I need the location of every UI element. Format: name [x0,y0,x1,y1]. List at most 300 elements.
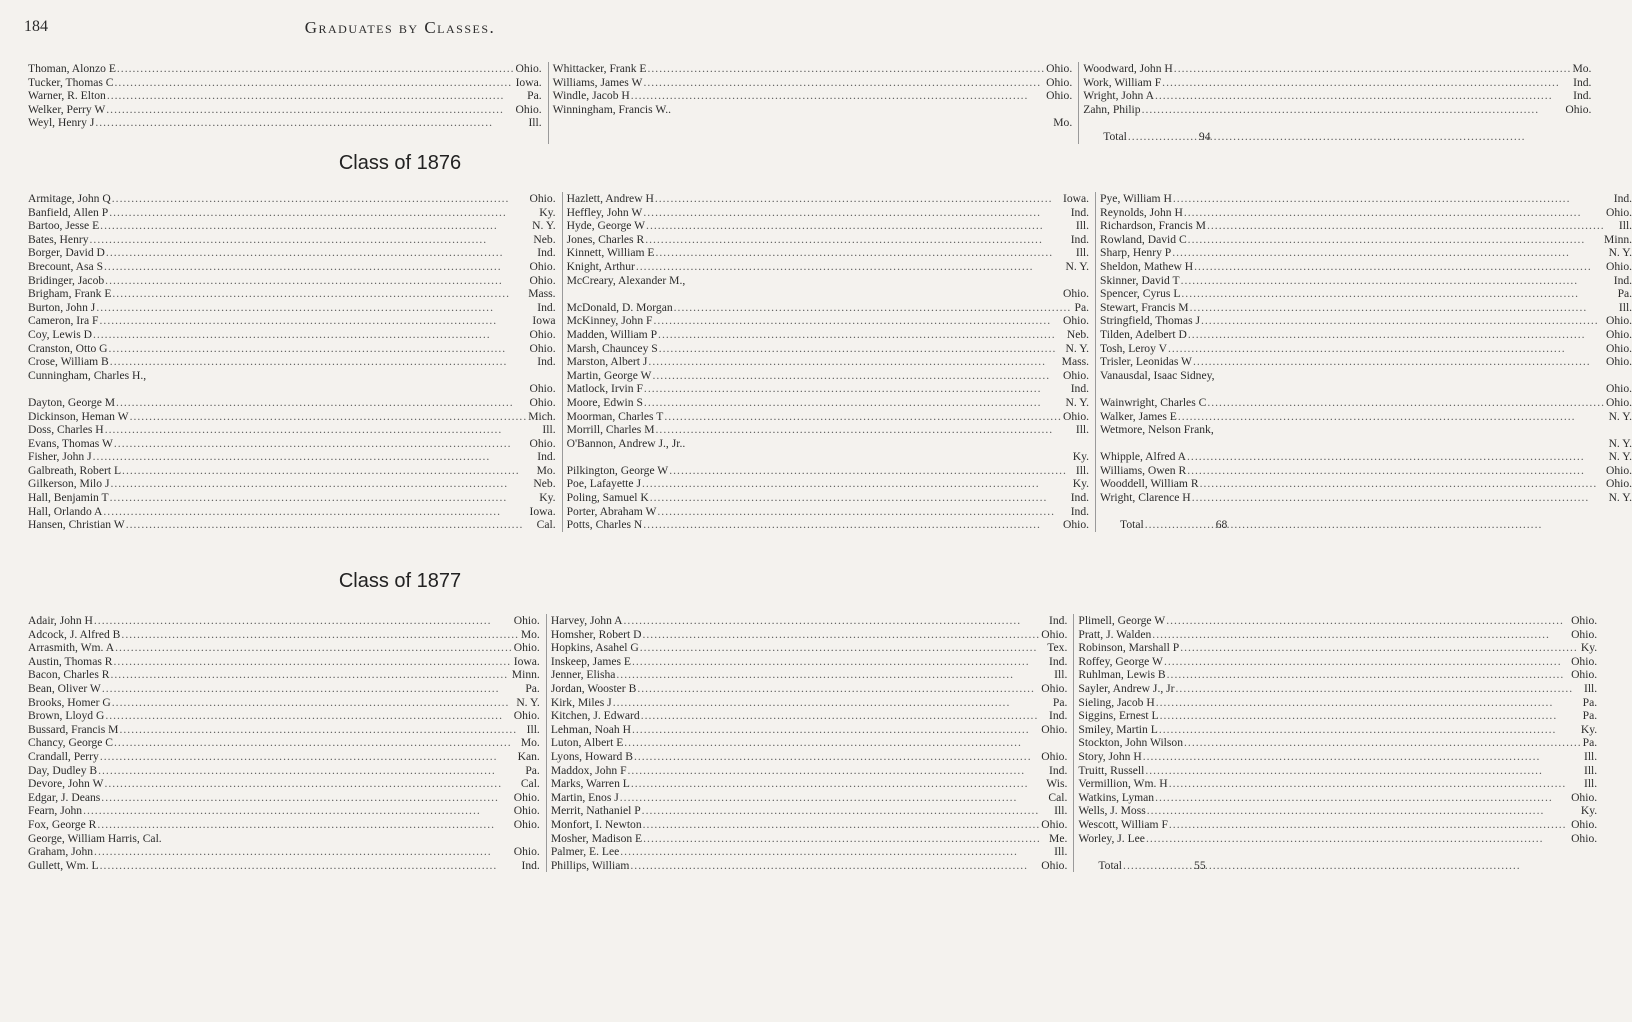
graduate-entry [1078,614,1597,628]
graduate-name: Arrasmith, Wm. A [28,641,115,655]
graduate-entry [551,818,1068,832]
dot-leader [1180,641,1580,655]
state: N. Y. [1608,436,1632,450]
dot-leader [112,192,529,206]
state: Mo. [1053,116,1073,130]
state: Cal. [1048,790,1068,804]
graduate-entry [28,791,540,805]
graduate-entry [1078,641,1597,655]
graduate-name: Walker, James E [1100,409,1177,423]
dot-leader [641,709,1048,723]
graduate-entry [28,518,556,532]
dot-leader [1164,655,1570,669]
dot-leader [100,219,531,233]
state: N. Y. [1065,259,1090,273]
state: Ill. [1583,763,1598,777]
state: Ky. [1072,450,1090,464]
graduate-name: Doss, Charles H [28,423,104,437]
graduate-name: Hall, Benjamin T [28,491,109,505]
graduate-name: Harvey, John A [550,614,623,627]
graduate-name: McDonald, D. Morgan [566,300,673,314]
graduate-entry [1078,723,1597,737]
graduate-entry [1100,206,1632,220]
dot-leader [1166,614,1570,628]
graduate-name: Stringfield, Thomas J [1100,314,1200,328]
state: Mich. [528,409,556,423]
dot-leader [110,355,536,369]
graduate-name: Wainwright, Charles C [1100,395,1207,409]
state: Mo. [1572,62,1592,75]
dot-leader [636,260,1065,274]
graduate-entry [1100,260,1632,274]
dot-leader [101,791,512,805]
dot-leader [112,287,527,301]
graduate-name: Moore, Edwin S [566,395,643,409]
graduate-name: Palmer, E. Lee [550,845,620,859]
state: Ind. [537,246,556,260]
graduate-entry [567,396,1089,410]
graduate-entry [1078,736,1597,750]
section-title-1877: Class of 1877 [338,570,462,592]
dot-leader [1173,192,1613,206]
total-label: Total [1120,518,1144,532]
graduate-entry [551,777,1068,791]
dot-leader [104,777,519,791]
state: Ill. [526,722,540,736]
graduate-entry [1100,491,1632,505]
graduate-entry [1078,764,1597,778]
dot-leader [632,655,1048,669]
state: Ohio. [1571,790,1598,804]
graduate-entry [1078,709,1597,723]
graduate-name: Williams, James W [552,75,643,89]
graduate-entry [1078,655,1597,669]
state: Iowa. [515,75,542,89]
name-column [548,62,1073,144]
graduate-entry [567,206,1089,220]
graduate-entry [28,355,556,369]
dot-leader [117,62,515,76]
graduate-name: Bartoo, Jesse E [28,219,100,233]
dot-leader [1184,206,1605,220]
graduate-name: Bussard, Francis M [28,722,119,736]
dot-leader [105,709,512,723]
state: Iowa. [513,654,540,668]
graduate-entry [1100,369,1632,383]
graduate-name: Porter, Abraham W [566,504,657,518]
dot-leader [624,736,1066,750]
dot-leader [646,219,1075,233]
state: Minn. [1604,232,1632,246]
state: Mo. [520,736,540,750]
dot-leader [1145,518,1215,532]
dot-leader [620,791,1048,805]
graduate-name: Gullett, Wm. L [28,858,99,872]
graduate-name: Inskeep, James E [550,654,631,668]
name-column [546,614,1068,872]
graduate-name: Adair, John H [28,614,93,627]
state: Ill. [1054,845,1068,859]
graduate-entry [28,89,542,103]
graduate-name: Spencer, Cyrus L [1100,287,1181,301]
graduate-entry [551,791,1068,805]
graduate-entry [567,410,1089,424]
state: Ky. [1580,641,1598,655]
dot-leader [114,437,529,451]
dot-leader [106,103,514,117]
graduate-name: Adcock, J. Alfred B [28,627,121,641]
graduate-entry [28,709,540,723]
section-title-1876: Class of 1876 [338,152,462,174]
dot-leader [1188,233,1603,247]
graduate-name: Bates, Henry [28,232,89,246]
dot-leader [1123,859,1193,873]
graduate-name: Wescott, William F [1078,817,1168,831]
state: Ohio. [513,790,540,804]
graduate-entry [28,641,540,655]
state: Ohio. [1062,314,1090,328]
graduate-entry [28,764,540,778]
dot-leader [1176,682,1583,696]
graduate-name: Robinson, Marshall P [1078,641,1180,655]
dot-leader [659,342,1065,356]
dot-leader [1174,62,1572,76]
graduate-entry [567,477,1089,491]
graduate-name: Martin, Enos J [550,790,619,804]
graduate-entry [553,89,1073,103]
dot-leader [1200,477,1605,491]
graduate-entry [567,382,1089,396]
graduate-entry [1100,355,1632,369]
graduate-entry [1100,219,1632,233]
graduate-name: Day, Dudley B [28,763,98,777]
dot-leader [1201,314,1605,328]
state: Mo. [520,627,540,641]
graduate-name: Worley, J. Lee [1078,831,1145,845]
state: Cal. [520,777,540,791]
graduate-entry [28,219,556,233]
dot-leader [104,260,528,274]
graduate-name: O'Bannon, Andrew J., Jr.. [566,436,686,450]
graduate-entry [1078,696,1597,710]
dot-leader [658,328,1066,342]
graduate-name: Wooddell, William R [1100,477,1199,491]
class-1876-block [24,192,1632,532]
state: Ky. [539,491,556,505]
graduate-entry [567,342,1089,356]
state-continuation [567,450,1089,464]
state: Mass. [1061,355,1090,369]
graduate-name: Plimell, George W [1078,614,1166,627]
graduate-name: Fearn, John [28,804,83,818]
graduate-name: Smiley, Martin L [1078,722,1158,736]
state: N. Y. [1608,246,1632,260]
dot-leader [90,233,533,247]
graduate-name: Pratt, J. Walden [1078,627,1152,641]
graduate-name: Brown, Lloyd G [28,709,105,723]
state: Ky. [1580,722,1598,736]
state: Ohio. [513,804,540,818]
graduate-name: Madden, William P [566,327,658,341]
graduate-name: Pilkington, George W [566,463,669,477]
graduate-name: Cranston, Otto G [28,341,108,355]
dot-leader [1155,791,1570,805]
graduate-entry [1078,818,1597,832]
graduate-name: Brooks, Homer G [28,695,111,709]
state: Ohio. [529,259,556,273]
graduate-entry [28,655,540,669]
state: Ohio. [1605,395,1632,409]
state: Ind. [1049,709,1068,723]
dot-leader [669,464,1075,478]
graduate-entry [28,260,556,274]
dot-leader [643,628,1041,642]
graduate-name: Hyde, George W [566,219,646,233]
name-column [24,614,540,872]
graduate-name: Luton, Albert E [550,736,624,750]
graduate-name: Woodward, John H [1083,62,1173,75]
graduate-entry [551,668,1068,682]
state-continuation [1100,437,1632,451]
graduate-name: Dickinson, Heman W [28,409,129,423]
graduate-entry [1100,287,1632,301]
graduate-entry [551,655,1068,669]
dot-leader [1188,328,1605,342]
total-count: 94 [1198,129,1211,143]
state: Wis. [1046,777,1068,791]
graduate-entry [1100,477,1632,491]
graduate-entry [1100,274,1632,288]
graduate-entry [28,192,556,206]
state: Ind. [1049,654,1068,668]
total-count: 55 [1194,858,1206,872]
state: Ill. [542,423,556,437]
state: Iowa. [1062,192,1090,205]
graduate-name: Windle, Jacob H [552,89,630,103]
graduate-name: Poe, Lafayette J [566,477,641,491]
state: Iowa. [529,504,556,518]
graduate-name: Brecount, Asa S [28,259,104,273]
graduate-entry [567,437,1089,451]
dot-leader [657,505,1069,519]
graduate-name: Moorman, Charles T [566,409,664,423]
graduate-entry [1100,423,1632,437]
graduate-name: Tilden, Adelbert D [1100,327,1187,341]
state: Pa. [1074,300,1090,314]
dot-leader [100,750,517,764]
graduate-name: Hazlett, Andrew H [566,192,654,205]
graduate-entry [28,116,542,130]
dot-leader [130,410,528,424]
graduate-entry [551,859,1068,873]
state: Ohio. [529,382,556,396]
graduate-name: Kitchen, J. Edward [550,709,640,723]
state: Ohio. [513,641,540,655]
dot-leader [653,369,1062,383]
state: Ohio. [529,192,556,205]
dot-leader [656,423,1075,437]
dot-leader [102,682,524,696]
graduate-entry [1078,628,1597,642]
state: Ill. [1075,423,1090,437]
dot-leader [620,845,1053,859]
state: Cal. [536,518,556,532]
graduate-name: Bean, Oliver W [28,681,101,695]
graduate-entry [1083,62,1591,76]
graduate-entry [551,845,1068,859]
state: Ind. [1613,273,1632,287]
state: Ind. [1573,75,1592,89]
graduate-name: George, William Harris, Cal. [28,831,162,845]
state: Iowa [532,314,556,328]
state: Ohio. [1046,62,1073,75]
state: Ohio. [1605,477,1632,491]
state: Ill. [528,116,542,130]
dot-leader [1207,219,1618,233]
dot-leader [645,233,1069,247]
dot-leader [642,804,1054,818]
dot-leader [630,859,1040,873]
dot-leader [105,274,528,288]
graduate-entry [567,246,1089,260]
dot-leader [1156,696,1582,710]
graduate-name: Jordan, Wooster B [550,681,637,695]
graduate-name: Ruhlman, Lewis B [1078,668,1166,682]
graduate-entry [28,832,540,846]
state: Ind. [521,858,540,872]
graduate-name: Homsher, Robert D [550,627,642,641]
dot-leader [116,396,528,410]
dot-leader [1162,76,1572,90]
graduate-entry [28,342,556,356]
state: Ill. [1054,668,1068,682]
graduate-name: Stewart, Francis M [1100,300,1189,314]
dot-leader [632,723,1040,737]
dot-leader [106,246,536,260]
graduate-name: Hall, Orlando A [28,504,103,518]
state: Ill. [1054,804,1068,818]
state: Ohio. [1041,749,1068,763]
state: Ohio. [1565,102,1592,116]
dot-leader [109,206,538,220]
graduate-name: Poling, Samuel K [566,491,649,505]
name-column [24,192,556,532]
name-column [1095,192,1632,532]
dot-leader [634,750,1040,764]
dot-leader [643,206,1069,220]
state: N. Y. [1608,450,1632,464]
dot-leader [93,328,529,342]
graduate-entry [567,219,1089,233]
graduate-entry [567,491,1089,505]
class-total [1100,518,1632,532]
graduate-entry [551,804,1068,818]
dot-leader [1143,750,1583,764]
state: Ill. [1583,681,1598,695]
state: N. Y. [1608,491,1632,505]
graduate-entry [551,614,1068,628]
dot-leader [631,777,1045,791]
graduate-name: Whipple, Alfred A [1100,450,1187,464]
graduate-entry [551,696,1068,710]
graduate-entry [1078,777,1597,791]
graduate-entry [1100,464,1632,478]
graduate-entry [1100,314,1632,328]
state: Ohio. [513,709,540,723]
dot-leader [644,396,1065,410]
graduate-name: Devore, John W [28,777,104,791]
graduate-name: Banfield, Allen P [28,205,109,219]
dot-leader [643,518,1062,532]
graduate-entry [567,505,1089,519]
graduate-entry [28,696,540,710]
graduate-entry [553,103,1073,117]
graduate-name: Wright, Clarence H [1100,491,1191,505]
dot-leader [640,641,1047,655]
graduate-entry [28,62,542,76]
dot-leader [642,477,1072,491]
state: Ohio. [529,395,556,409]
dot-leader [1168,342,1605,356]
state: Ohio. [1041,858,1068,872]
state: Ohio. [513,614,540,627]
dot-leader [1155,89,1572,103]
state: Pa. [1582,709,1598,723]
graduate-name: Brigham, Frank E [28,287,112,301]
graduate-name: Lyons, Howard B [550,749,633,763]
state: Ohio. [1605,463,1632,477]
dot-leader [109,342,529,356]
state: Ind. [1070,382,1090,396]
state: Ohio. [1571,668,1598,682]
graduate-entry [28,723,540,737]
dot-leader [628,764,1048,778]
state: Tex. [1047,641,1068,655]
graduate-name: Edgar, J. Deans [28,790,101,804]
state: Ill. [1583,749,1598,763]
dot-leader [110,668,510,682]
graduate-entry [28,206,556,220]
graduate-entry [28,410,556,424]
graduate-name: Marks, Warren L [550,777,630,791]
graduate-entry [28,804,540,818]
graduate-entry [1078,668,1597,682]
state: Ohio. [1062,518,1090,532]
graduate-entry [28,845,540,859]
name-column [562,192,1089,532]
dot-leader [96,301,536,315]
graduate-entry [567,274,1089,288]
graduate-name: Work, William F [1083,75,1162,89]
state: Neb. [533,477,556,491]
state: Ind. [537,450,556,464]
name-column [1078,62,1591,144]
graduate-name: Roffey, George W [1078,654,1163,668]
dot-leader [1146,832,1570,846]
state: Ohio. [1062,287,1090,301]
dot-leader [100,859,521,873]
graduate-entry [1100,192,1632,206]
state: N. Y. [1065,341,1090,355]
state: Ohio. [529,436,556,450]
graduate-name: Fisher, John J [28,450,92,464]
dot-leader [1147,804,1580,818]
state: N. Y. [1608,409,1632,423]
graduate-entry [1078,791,1597,805]
graduate-name: Hopkins, Asahel G [550,641,639,655]
state: Ohio. [515,102,542,116]
dot-leader [112,696,516,710]
